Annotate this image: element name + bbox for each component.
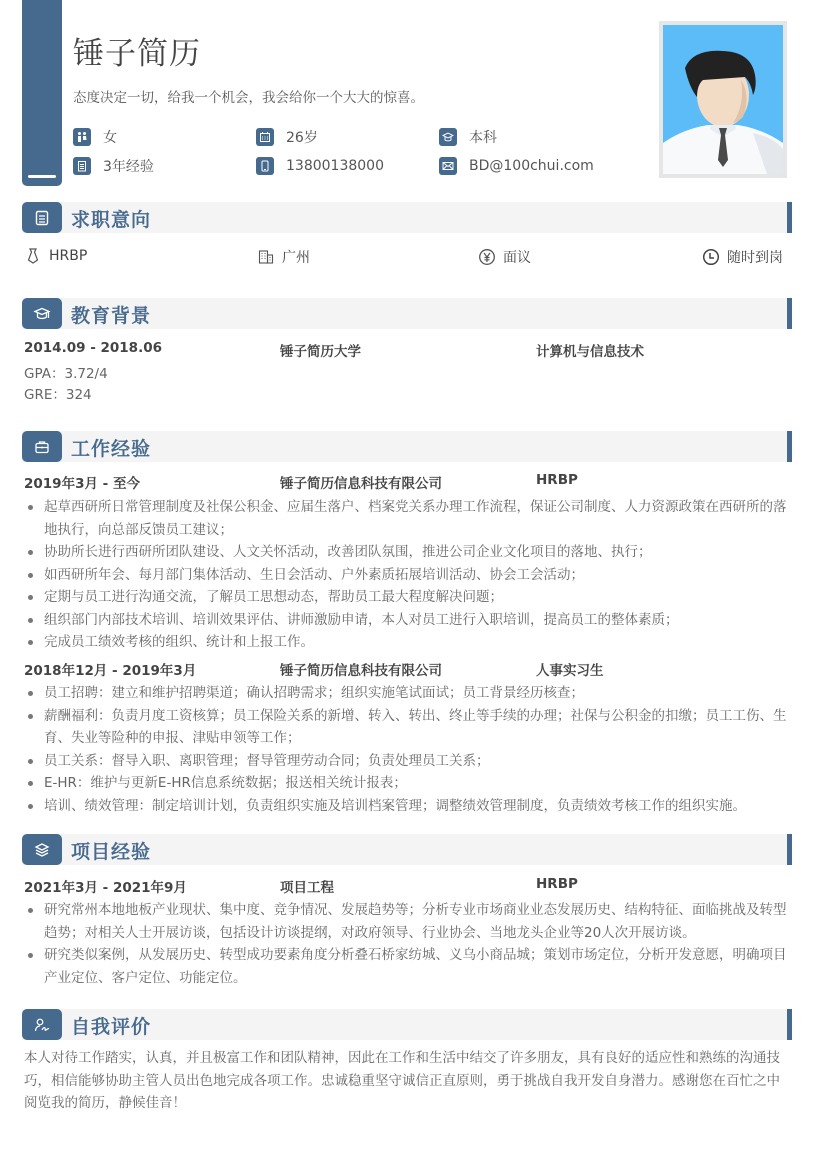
job-company: 锤子简历信息科技有限公司: [280, 476, 442, 492]
profile-photo: [659, 21, 787, 178]
job-role: 人事实习生: [536, 663, 604, 679]
section-accent: [787, 202, 792, 233]
section-header-education: [22, 298, 792, 329]
project-name: 项目工程: [280, 880, 334, 896]
section-title: 求职意向: [71, 209, 152, 231]
project-row: [24, 876, 790, 896]
list-item: 薪酬福利：负责月度工资核算；员工保险关系的新增、转入、转出、终止等手续的办理；社保与公积金的扣缴；员工工伤、生育、失业等险种的申报、津贴申领等工作；: [24, 705, 790, 750]
education-gpa: GPA：3.72/4: [24, 366, 108, 382]
phone-icon: [256, 157, 274, 175]
list-item: 协助所长进行西研所团队建设、人文关怀活动，改善团队氛围，推进公司企业文化项目的落地、执行；: [24, 541, 790, 564]
clock-icon: [702, 248, 720, 266]
education-major: 计算机与信息技术: [536, 344, 644, 360]
project-period: 2021年3月 - 2021年9月: [24, 880, 187, 896]
project-duties: [24, 899, 790, 989]
section-header-project: [22, 834, 792, 865]
section-header-intent: [22, 202, 792, 233]
briefcase-icon: [22, 431, 62, 462]
tie-icon: [24, 247, 42, 265]
section-title: 自我评价: [71, 1016, 152, 1038]
job-role: HRBP: [536, 472, 578, 488]
list-item: 员工招聘：建立和维护招聘渠道；确认招聘需求；组织实施笔试面试；员工背景经历核查；: [24, 682, 790, 705]
section-header-work: [22, 431, 792, 462]
info-phone: [256, 157, 439, 175]
section-title: 项目经验: [71, 841, 152, 863]
section-header-self: [22, 1009, 792, 1040]
intent-position: HRBP: [24, 247, 87, 265]
intent-salary: 面议: [478, 247, 531, 267]
job-row-1: [24, 472, 790, 492]
education-row: [24, 340, 790, 360]
list-item: 员工关系：督导入职、离职管理；督导管理劳动合同；负责处理员工关系；: [24, 750, 790, 773]
list-item: 完成员工绩效考核的组织、统计和上报工作。: [24, 631, 790, 654]
graduation-cap-icon: [439, 128, 457, 146]
list-item: 研究常州本地地板产业现状、集中度、竞争情况、发展趋势等；分析专业市场商业业态发展历史、结构特征、面临挑战及转型趋势；对相关人士开展访谈，包括设计访谈提纲，对政府领导、行业协会、当地龙头企业等20人次开展访谈。: [24, 899, 790, 944]
gender-icon: [73, 128, 91, 146]
job-period: 2018年12月 - 2019年3月: [24, 663, 197, 679]
info-experience: 3年经验: [73, 156, 256, 176]
phone-value[interactable]: 13800138000: [286, 157, 384, 174]
job-1-duties: [24, 496, 790, 654]
job-period: 2019年3月 - 至今: [24, 476, 140, 492]
clipboard-icon: [22, 202, 62, 233]
section-accent: [787, 1009, 792, 1040]
info-gender: 女: [73, 127, 256, 147]
job-company: 锤子简历信息科技有限公司: [280, 663, 442, 679]
list-item: 起草西研所日常管理制度及社保公积金、应届生落户、档案党关系办理工作流程，保证公司制度、人力资源政策在西研所的落地执行，向总部反馈员工建议；: [24, 496, 790, 541]
motto: 态度决定一切，给我一个机会，我会给你一个大大的惊喜。: [73, 90, 424, 106]
calendar-icon: [256, 128, 274, 146]
intent-city: 广州: [257, 247, 310, 267]
section-title: 教育背景: [71, 305, 152, 327]
education-period: 2014.09 - 2018.06: [24, 340, 162, 356]
education-school: 锤子简历大学: [280, 344, 361, 360]
clipboard-icon: [73, 157, 91, 175]
job-2-duties: [24, 682, 790, 817]
layers-icon: [22, 834, 62, 865]
personal-info: [73, 122, 633, 180]
intent-availability: 随时到岗: [702, 247, 783, 267]
graduation-cap-icon: [22, 298, 62, 329]
education-gre: GRE：324: [24, 387, 92, 403]
info-degree: 本科: [439, 127, 497, 147]
list-item: 培训、绩效管理：制定培训计划，负责组织实施及培训档案管理；调整绩效管理制度，负责绩效考核工作的组织实施。: [24, 795, 790, 818]
user-sign-icon: [22, 1009, 62, 1040]
list-item: 研究类似案例，从发展历史、转型成功要素角度分析叠石桥家纺城、义乌小商品城；策划市场定位，分析开发意愿，明确项目产业定位、客户定位、功能定位。: [24, 944, 790, 989]
self-evaluation-text: 本人对待工作踏实，认真，并且极富工作和团队精神，因此在工作和生活中结交了许多朋友，具有良好的适应性和熟练的沟通技巧，相信能够协助主管人员出色地完成各项工作。忠诚稳重坚守诚信正直原则，勇于挑战自我开发自身潜力。感谢您在百忙之中阅览我的简历，静候佳音！: [24, 1050, 780, 1111]
job-row-2: [24, 659, 790, 679]
section-title: 工作经验: [71, 438, 152, 460]
list-item: 如西研所年会、每月部门集体活动、生日会活动、户外素质拓展培训活动、协会工会活动；: [24, 564, 790, 587]
info-email: [439, 157, 594, 175]
accent-dash: [28, 175, 56, 178]
job-intent: [24, 247, 790, 267]
section-accent: [787, 834, 792, 865]
yuan-icon: [478, 248, 496, 266]
resume-name: 锤子简历: [73, 36, 201, 72]
section-accent: [787, 431, 792, 462]
header-accent-bar: [22, 0, 62, 186]
list-item: E-HR：维护与更新E-HR信息系统数据；报送相关统计报表；: [24, 772, 790, 795]
list-item: 定期与员工进行沟通交流，了解员工思想动态，帮助员工最大程度解决问题；: [24, 586, 790, 609]
list-item: 组织部门内部技术培训、培训效果评估、讲师激励申请，本人对员工进行入职培训，提高员工的整体素质；: [24, 609, 790, 632]
section-accent: [787, 298, 792, 329]
building-icon: [257, 248, 275, 266]
project-role: HRBP: [536, 876, 578, 892]
email-value[interactable]: BD@100chui.com: [469, 157, 594, 174]
info-age: 26岁: [256, 127, 439, 147]
avatar-illustration: [663, 25, 783, 174]
mail-icon: [439, 157, 457, 175]
